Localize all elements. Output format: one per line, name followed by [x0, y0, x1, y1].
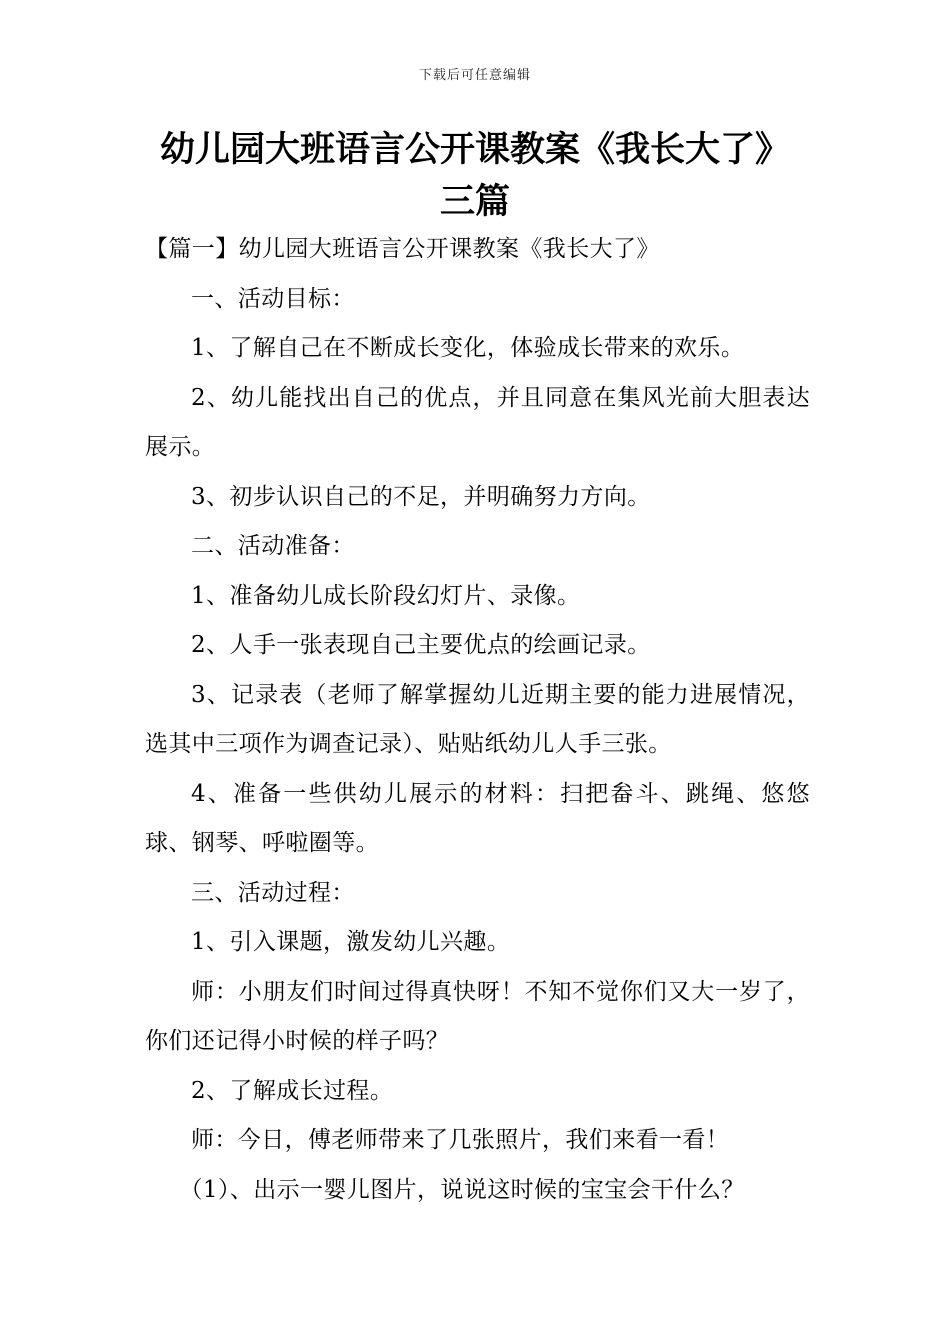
paragraph: （1）、出示一婴儿图片，说说这时候的宝宝会干什么？: [179, 1176, 745, 1203]
paragraph: 师：小朋友们时间过得真快呀！不知不觉你们又大一岁了，你们还记得小时候的样子吗？: [145, 978, 810, 1054]
paragraph: 一、活动目标：: [191, 285, 355, 312]
paragraph: 2、幼儿能找出自己的优点，并且同意在集风光前大胆表达展示。: [145, 384, 810, 460]
document-body: [145, 225, 810, 1215]
title-line-1: 幼儿园大班语言公开课教案《我长大了》: [159, 130, 790, 170]
paragraph: 1、准备幼儿成长阶段幻灯片、录像。: [191, 582, 581, 609]
paragraph: 4、准备一些供幼儿展示的材料：扫把畚斗、跳绳、悠悠球、钢琴、呼啦圈等。: [145, 780, 810, 856]
title-line-2: 三篇: [439, 182, 510, 222]
document-title: [120, 124, 830, 228]
paragraph: 二、活动准备：: [191, 533, 355, 559]
paragraph: 2、了解成长过程。: [191, 1077, 394, 1104]
paragraph: 3、初步认识自己的不足，并明确努力方向。: [191, 483, 651, 510]
paragraph: 师：今日，傅老师带来了几张照片，我们来看一看！: [191, 1127, 730, 1153]
paragraph: 1、引入课题，激发幼儿兴趣。: [191, 929, 511, 955]
paragraph: 2、人手一张表现自己主要优点的绘画记录。: [191, 632, 651, 658]
paragraph: 1、了解自己在不断成长变化，体验成长带来的欢乐。: [191, 335, 745, 361]
paragraph: 3、记录表（老师了解掌握幼儿近期主要的能力进展情况，选其中三项作为调查记录）、贴贴纸幼儿人手三张。: [145, 681, 810, 757]
section-heading: 【篇一】幼儿园大班语言公开课教案《我长大了》: [145, 236, 660, 262]
page-header: 下载后可任意编辑: [418, 68, 531, 83]
paragraph: 三、活动过程：: [191, 879, 355, 906]
